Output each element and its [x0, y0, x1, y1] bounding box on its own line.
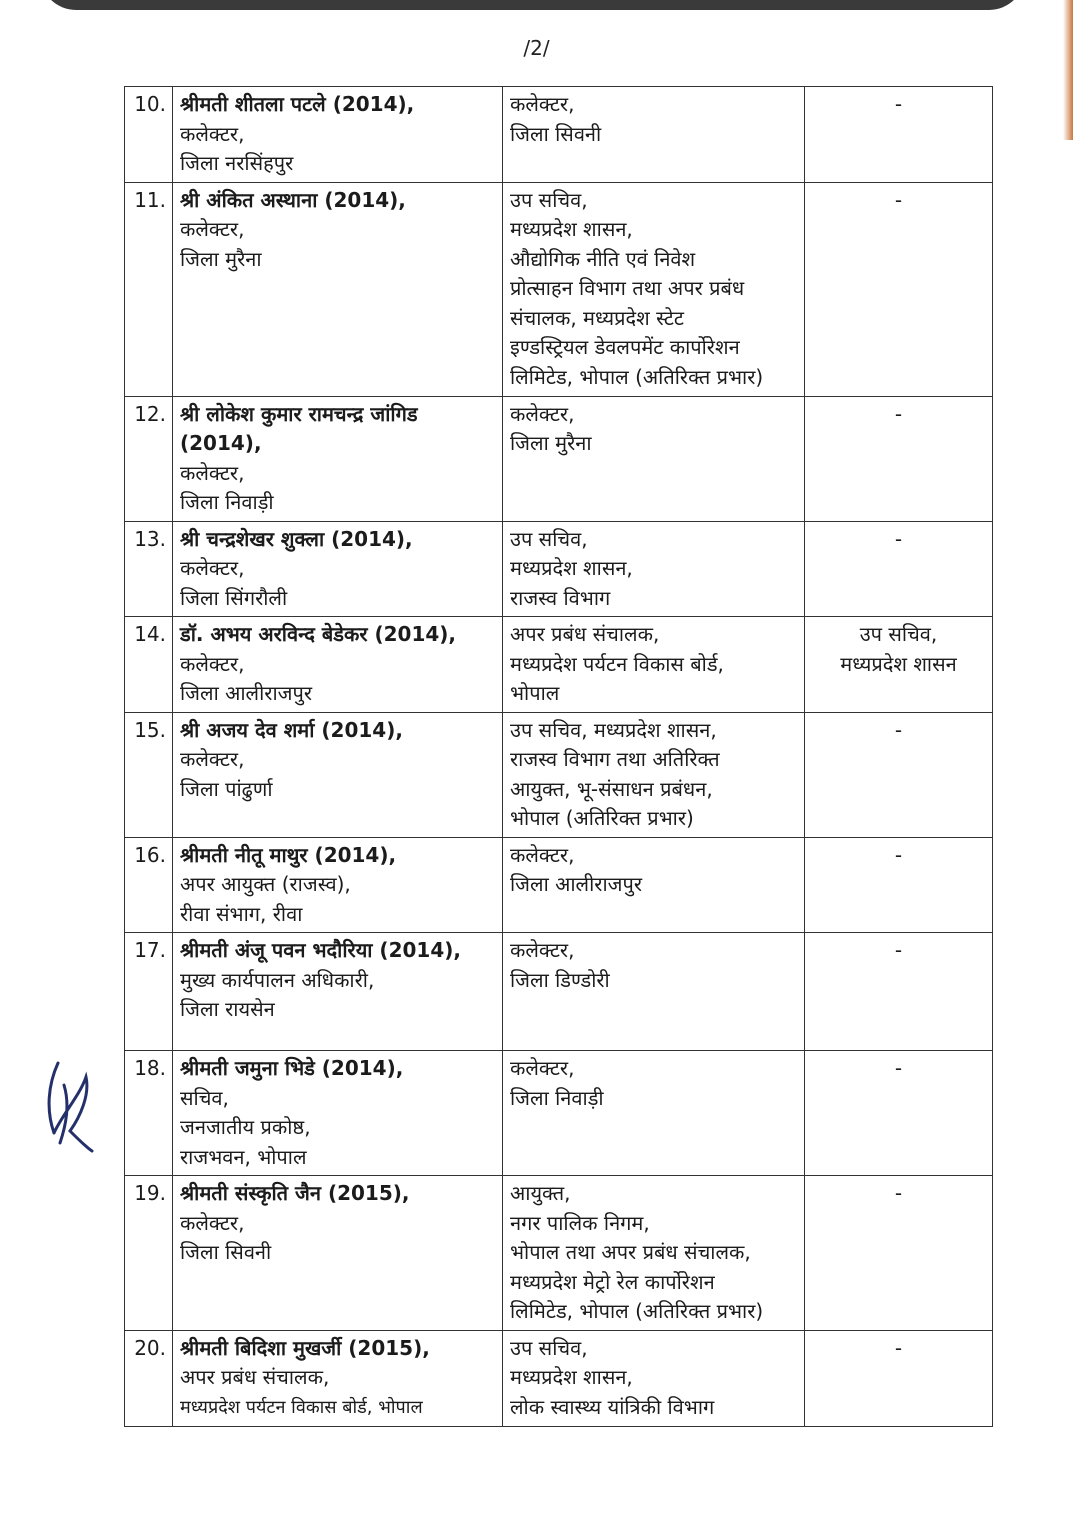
- additional-charge-line: -: [894, 187, 903, 212]
- table-row: [125, 87, 993, 183]
- scan-top-shadow: [40, 0, 1025, 10]
- table-row: [125, 1051, 993, 1176]
- new-post-line: नगर पालिक निगम,: [510, 1210, 650, 1235]
- new-post-line: कलेक्टर,: [510, 938, 575, 962]
- additional-charge-line: -: [894, 1335, 903, 1360]
- officer-cell: [173, 712, 503, 837]
- additional-charge-cell: [805, 1051, 993, 1176]
- current-post-line: मुख्य कार्यपालन अधिकारी,: [180, 967, 375, 992]
- officer-name: श्री लोकेश कुमार रामचन्द्र जांगिड: [180, 401, 418, 426]
- new-post-cell: [503, 1330, 805, 1426]
- serial-number: 15.: [125, 712, 173, 837]
- table-row: [125, 837, 993, 933]
- new-post-cell: [503, 87, 805, 183]
- current-post-line: अपर आयुक्त (राजस्व),: [180, 872, 351, 896]
- current-post-line: कलेक्टर,: [180, 651, 245, 676]
- new-post-line: आयुक्त,: [510, 1181, 571, 1205]
- officer-name: श्री अंकित अस्थाना (2014),: [180, 187, 406, 212]
- table-row: [125, 396, 993, 521]
- officer-cell: [173, 1051, 503, 1176]
- table-row: [125, 521, 993, 617]
- officer-name: श्रीमती जमुना भिडे (2014),: [180, 1056, 404, 1080]
- serial-number: 17.: [125, 933, 173, 1051]
- officer-cell: [173, 521, 503, 617]
- page-number: /2/: [523, 36, 550, 60]
- current-post-line: रीवा संभाग, रीवा: [180, 901, 303, 926]
- additional-charge-line: -: [894, 1181, 903, 1205]
- serial-number: 12.: [125, 396, 173, 521]
- scan-right-edge: [1063, 0, 1073, 140]
- current-post-line: जिला सिंगरौली: [180, 585, 288, 610]
- table-row: [125, 1330, 993, 1426]
- serial-number: 20.: [125, 1330, 173, 1426]
- new-post-cell: [503, 617, 805, 713]
- new-post-line: मध्यप्रदेश शासन,: [510, 556, 633, 580]
- new-post-line: कलेक्टर,: [510, 92, 575, 116]
- officer-cell: [173, 182, 503, 396]
- current-post-line: जिला रायसेन: [180, 997, 275, 1021]
- table-row: [125, 617, 993, 713]
- additional-charge-cell: [805, 87, 993, 183]
- new-post-line: लिमिटेड, भोपाल (अतिरिक्त प्रभार): [510, 364, 764, 389]
- new-post-line: उप सचिव,: [510, 526, 588, 551]
- additional-charge-line: -: [894, 717, 903, 742]
- additional-charge-line: -: [894, 401, 903, 426]
- officer-cell: [173, 396, 503, 521]
- additional-charge-line: उप सचिव,: [859, 622, 938, 646]
- serial-number: 11.: [125, 182, 173, 396]
- table-row: [125, 712, 993, 837]
- additional-charge-line: -: [894, 1056, 903, 1080]
- table-row: [125, 182, 993, 396]
- serial-number: 13.: [125, 521, 173, 617]
- new-post-line: जिला मुरैना: [510, 431, 592, 455]
- additional-charge-line: -: [894, 842, 903, 867]
- new-post-line: औद्योगिक नीति एवं निवेश: [510, 246, 696, 271]
- new-post-line: भोपाल (अतिरिक्त प्रभार): [510, 806, 694, 830]
- current-post-line: जिला सिवनी: [180, 1240, 272, 1264]
- new-post-line: आयुक्त, भू-संसाधन प्रबंधन,: [510, 776, 713, 801]
- new-post-cell: [503, 182, 805, 396]
- additional-charge-cell: [805, 617, 993, 713]
- officer-name: श्रीमती शीतला पटले (2014),: [180, 92, 415, 116]
- new-post-cell: [503, 712, 805, 837]
- additional-charge-line: मध्यप्रदेश शासन: [840, 651, 957, 676]
- new-post-line: इण्डस्ट्रियल डेवलपमेंट कार्पोरेशन: [510, 335, 740, 359]
- new-post-cell: [503, 1051, 805, 1176]
- new-post-line: संचालक, मध्यप्रदेश स्टेट: [510, 305, 685, 330]
- additional-charge-cell: [805, 1330, 993, 1426]
- new-post-line: उप सचिव,: [510, 1335, 588, 1360]
- officer-cell: [173, 1330, 503, 1426]
- current-post-line: कलेक्टर,: [180, 460, 245, 485]
- new-post-line: प्रोत्साहन विभाग तथा अपर प्रबंध: [510, 276, 745, 300]
- current-post-line: मध्यप्रदेश पर्यटन विकास बोर्ड, भोपाल: [180, 1396, 423, 1418]
- additional-charge-cell: [805, 521, 993, 617]
- new-post-line: राजस्व विभाग: [510, 585, 611, 610]
- serial-number: 19.: [125, 1176, 173, 1331]
- officer-cell: [173, 87, 503, 183]
- serial-number: 14.: [125, 617, 173, 713]
- additional-charge-cell: [805, 182, 993, 396]
- new-post-line: जिला डिण्डोरी: [510, 967, 610, 992]
- new-post-line: उप सचिव,: [510, 187, 588, 212]
- new-post-line: भोपाल: [510, 681, 560, 705]
- officer-cell: [173, 837, 503, 933]
- additional-charge-cell: [805, 837, 993, 933]
- new-post-cell: [503, 1176, 805, 1331]
- current-post-line: कलेक्टर,: [180, 747, 245, 771]
- new-post-line: मध्यप्रदेश मेट्रो रेल कार्पोरेशन: [510, 1269, 715, 1294]
- new-post-line: जिला आलीराजपुर: [510, 872, 643, 896]
- new-post-line: लिमिटेड, भोपाल (अतिरिक्त प्रभार): [510, 1299, 764, 1323]
- serial-number: 10.: [125, 87, 173, 183]
- new-post-line: कलेक्टर,: [510, 842, 575, 867]
- new-post-line: राजस्व विभाग तथा अतिरिक्त: [510, 747, 720, 771]
- current-post-line: जिला नरसिंहपुर: [180, 151, 294, 175]
- current-post-line: जिला निवाड़ी: [180, 490, 274, 514]
- new-post-cell: [503, 521, 805, 617]
- officer-batch: (2014),: [180, 431, 262, 455]
- new-post-line: मध्यप्रदेश पर्यटन विकास बोर्ड,: [510, 651, 724, 676]
- additional-charge-cell: [805, 712, 993, 837]
- officer-name: श्रीमती अंजू पवन भदौरिया (2014),: [180, 938, 461, 962]
- current-post-line: कलेक्टर,: [180, 121, 245, 146]
- current-post-line: राजभवन, भोपाल: [180, 1144, 307, 1169]
- additional-charge-cell: [805, 1176, 993, 1331]
- current-post-line: जिला पांढुर्णा: [180, 776, 273, 801]
- officer-name: श्री अजय देव शर्मा (2014),: [180, 717, 403, 742]
- new-post-line: कलेक्टर,: [510, 1056, 575, 1080]
- new-post-line: जिला निवाड़ी: [510, 1085, 604, 1110]
- current-post-line: कलेक्टर,: [180, 556, 245, 580]
- new-post-line: भोपाल तथा अपर प्रबंध संचालक,: [510, 1240, 751, 1264]
- current-post-line: जनजातीय प्रकोष्ठ,: [180, 1115, 311, 1139]
- officer-name: डॉ. अभय अरविन्द बेडेकर (2014),: [180, 622, 457, 646]
- current-post-line: कलेक्टर,: [180, 1210, 245, 1235]
- new-post-line: उप सचिव, मध्यप्रदेश शासन,: [510, 717, 717, 742]
- current-post-line: जिला मुरैना: [180, 246, 262, 271]
- new-post-line: अपर प्रबंध संचालक,: [510, 622, 660, 646]
- new-post-cell: [503, 933, 805, 1051]
- new-post-line: मध्यप्रदेश शासन,: [510, 217, 633, 241]
- additional-charge-cell: [805, 933, 993, 1051]
- current-post-line: जिला आलीराजपुर: [180, 681, 313, 705]
- new-post-line: लोक स्वास्थ्य यांत्रिकी विभाग: [510, 1394, 715, 1419]
- new-post-cell: [503, 396, 805, 521]
- current-post-line: कलेक्टर,: [180, 217, 245, 241]
- new-post-line: जिला सिवनी: [510, 121, 602, 146]
- officer-name: श्रीमती संस्कृति जैन (2015),: [180, 1181, 410, 1205]
- new-post-cell: [503, 837, 805, 933]
- new-post-line: कलेक्टर,: [510, 401, 575, 426]
- table-row: [125, 933, 993, 1051]
- additional-charge-line: -: [894, 92, 903, 116]
- officer-name: श्रीमती नीतू माथुर (2014),: [180, 842, 397, 867]
- current-post-line: सचिव,: [180, 1085, 229, 1110]
- serial-number: 18.: [125, 1051, 173, 1176]
- officer-name: श्री चन्द्रशेखर शुक्ला (2014),: [180, 526, 413, 551]
- serial-number: 16.: [125, 837, 173, 933]
- transfer-table: [124, 86, 993, 1427]
- additional-charge-line: -: [894, 526, 903, 551]
- officer-cell: [173, 617, 503, 713]
- current-post-line: अपर प्रबंध संचालक,: [180, 1365, 330, 1389]
- additional-charge-line: -: [894, 938, 903, 962]
- new-post-line: मध्यप्रदेश शासन,: [510, 1365, 633, 1389]
- handwritten-initials-signature: [40, 1055, 100, 1155]
- additional-charge-cell: [805, 396, 993, 521]
- officer-cell: [173, 1176, 503, 1331]
- officer-name: श्रीमती बिदिशा मुखर्जी (2015),: [180, 1335, 430, 1360]
- officer-cell: [173, 933, 503, 1051]
- table-row: [125, 1176, 993, 1331]
